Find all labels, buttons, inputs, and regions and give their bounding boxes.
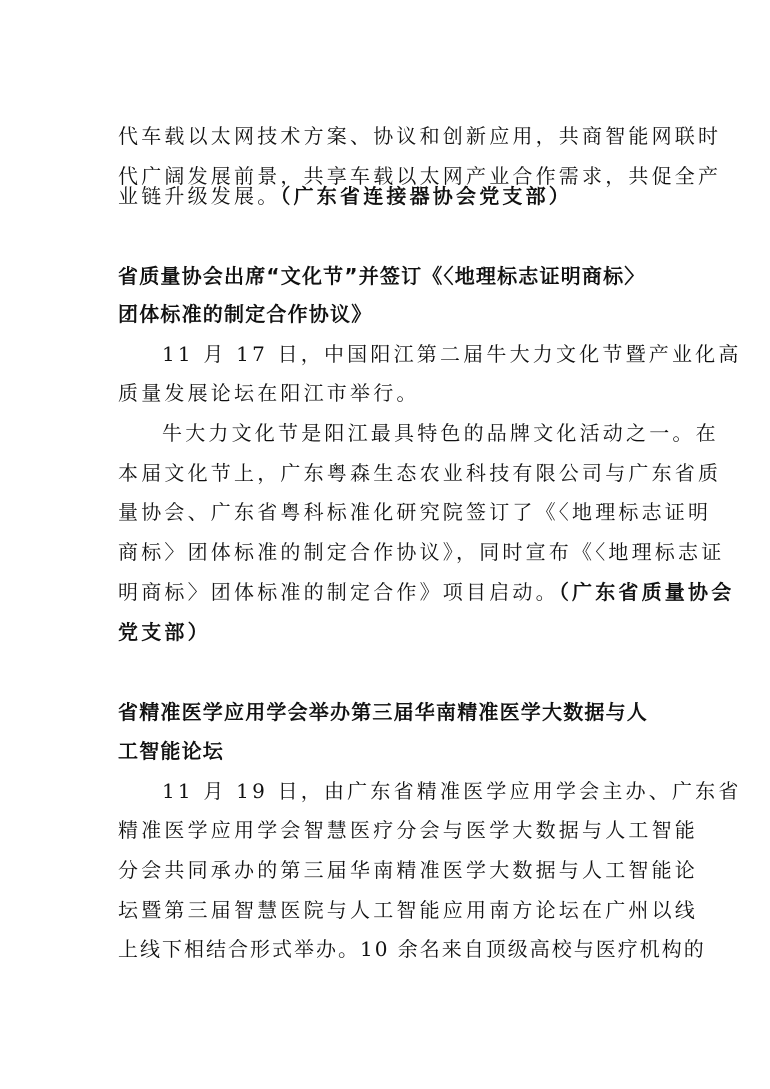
paragraph-line: 坛暨第三届智慧医院与人工智能应用南方论坛在广州以线 bbox=[118, 898, 698, 922]
paragraph-line: 量协会、广东省粤科标准化研究院签订了《〈地理标志证明 bbox=[118, 500, 712, 524]
source-attribution: 党支部） bbox=[118, 620, 211, 644]
paragraph-line: 11 月 17 日，中国阳江第二届牛大力文化节暨产业化高 bbox=[162, 342, 742, 366]
source-attribution: （广东省连接器协会党支部） bbox=[280, 184, 573, 208]
paragraph-text: 业链升级发展。 bbox=[118, 184, 281, 208]
paragraph-line: 本届文化节上，广东粤森生态农业科技有限公司与广东省质 bbox=[118, 461, 722, 485]
paragraph-line bbox=[118, 580, 734, 604]
article-title: 省精准医学应用学会举办第三届华南精准医学大数据与人 bbox=[118, 700, 648, 724]
paragraph-line bbox=[118, 184, 572, 208]
source-attribution: （广东省质量协会 bbox=[558, 580, 735, 604]
paragraph-line: 质量发展论坛在阳江市举行。 bbox=[118, 381, 420, 405]
paragraph-line: 代广阔发展前景，共享车载以太网产业合作需求，共促全产 bbox=[118, 164, 722, 188]
paragraph-line: 分会共同承办的第三届华南精准医学大数据与人工智能论 bbox=[118, 858, 698, 882]
paragraph-line: 精准医学应用学会智慧医疗分会与医学大数据与人工智能 bbox=[118, 818, 698, 842]
article-title: 团体标准的制定合作协议》 bbox=[118, 302, 373, 326]
paragraph-text: 明商标〉团体标准的制定合作》项目启动。 bbox=[118, 580, 559, 604]
article-title: 省质量协会出席“文化节”并签订《〈地理标志证明商标〉 bbox=[118, 264, 646, 288]
paragraph-line: 牛大力文化节是阳江最具特色的品牌文化活动之一。在 bbox=[162, 421, 719, 445]
paragraph-line: 商标〉团体标准的制定合作协议》，同时宣布《〈地理标志证 bbox=[118, 540, 725, 564]
paragraph-line: 11 月 19 日，由广东省精准医学应用学会主办、广东省 bbox=[162, 779, 742, 803]
paragraph-line: 代车载以太网技术方案、协议和创新应用，共商智能网联时 bbox=[118, 124, 722, 148]
article-title: 工智能论坛 bbox=[118, 739, 224, 763]
paragraph-line: 上线下相结合形式举办。10 余名来自顶级高校与医疗机构的 bbox=[118, 937, 706, 961]
